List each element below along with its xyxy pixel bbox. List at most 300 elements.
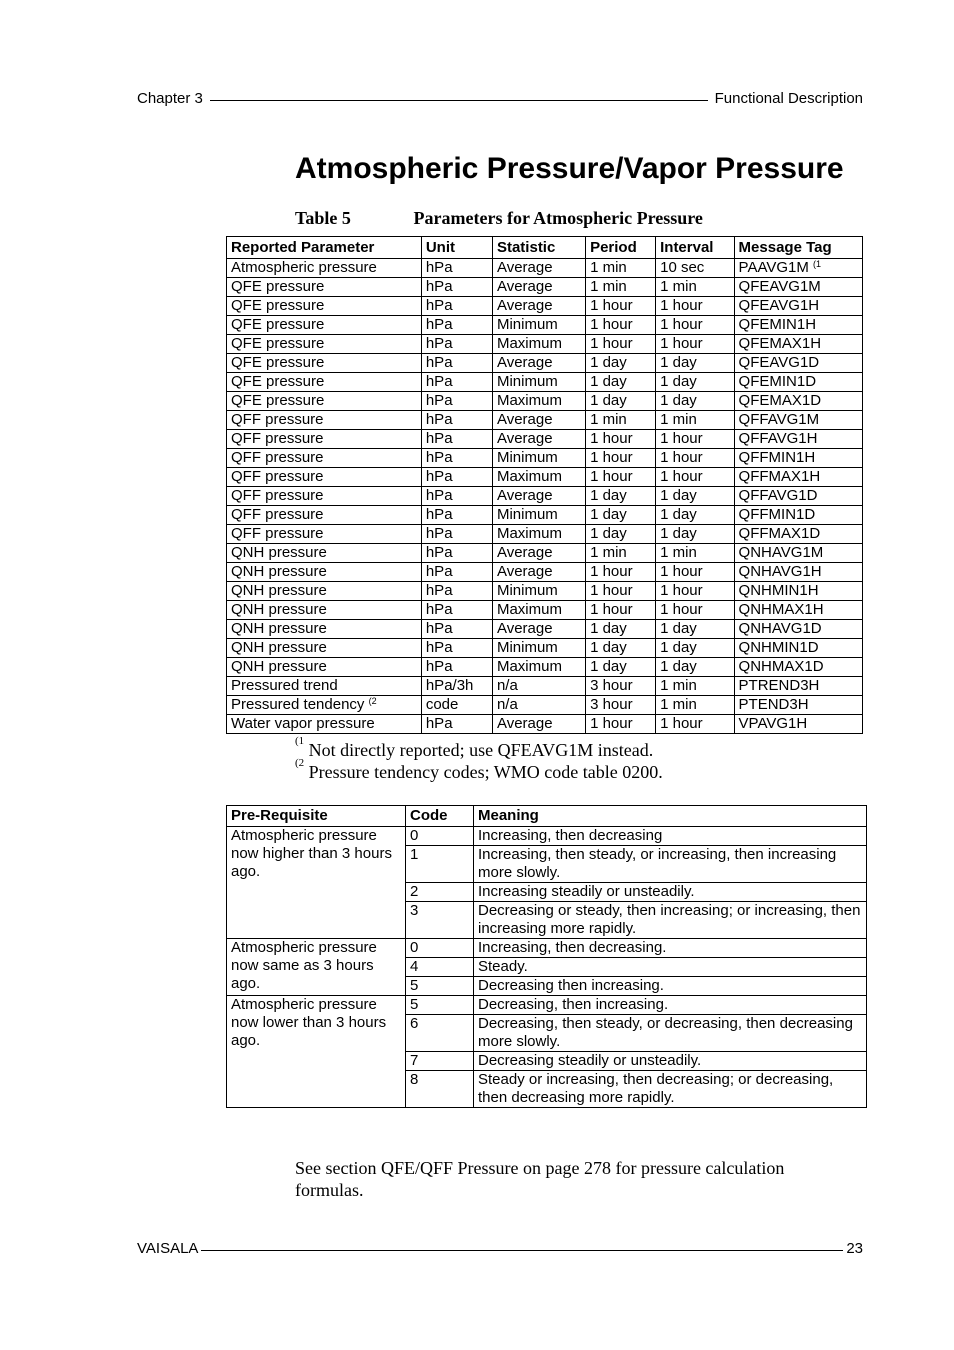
- message-tag-cell-text: QFEAVG1M: [738, 278, 821, 295]
- footnote-mark: (2: [295, 757, 305, 769]
- statistic-cell-text: Average: [496, 715, 553, 732]
- interval-cell-text: 1 hour: [660, 563, 703, 580]
- table-row: [227, 696, 863, 715]
- interval-cell-text: 1 hour: [660, 715, 703, 732]
- statistic-cell: [492, 696, 585, 715]
- meaning-cell: Decreasing then increasing.: [474, 977, 867, 996]
- message-tag-cell-text: QNHMIN1D: [738, 639, 819, 656]
- interval-cell: [656, 335, 734, 354]
- period-cell-text: 3 hour: [590, 677, 633, 694]
- interval-cell-text: 1 min: [660, 411, 697, 428]
- message-tag-cell: [734, 715, 862, 734]
- message-tag-cell-text: QNHAVG1H: [738, 563, 822, 580]
- interval-cell-text: 1 day: [660, 639, 697, 656]
- unit-cell-text: hPa: [425, 278, 453, 295]
- table-row: [227, 525, 863, 544]
- unit-cell-text: hPa: [425, 449, 453, 466]
- statistic-cell-text: Minimum: [496, 582, 558, 599]
- unit-cell: [421, 411, 492, 430]
- unit-cell: [421, 639, 492, 658]
- header-row: [227, 237, 863, 259]
- parameter-cell: [227, 696, 422, 715]
- table-caption-text: Parameters for Atmospheric Pressure: [413, 208, 703, 228]
- period-cell-text: 3 hour: [590, 696, 633, 713]
- parameter-cell-text: Water vapor pressure: [231, 715, 375, 732]
- statistic-cell: [492, 601, 585, 620]
- parameter-cell: [227, 487, 422, 506]
- interval-cell-text: 1 hour: [660, 430, 703, 447]
- interval-cell-text: 1 hour: [660, 297, 703, 314]
- period-cell: [586, 563, 656, 582]
- statistic-cell-text: Average: [496, 354, 553, 371]
- parameter-cell-text: QFE pressure: [231, 335, 325, 352]
- message-tag-cell: [734, 696, 862, 715]
- interval-cell-text: 1 day: [660, 354, 697, 371]
- parameter-cell-text: QFE pressure: [231, 278, 325, 295]
- statistic-cell-text: Average: [496, 620, 553, 637]
- statistic-cell: [492, 544, 585, 563]
- period-cell-text: 1 day: [590, 658, 627, 675]
- table-row: [227, 544, 863, 563]
- parameter-cell: [227, 677, 422, 696]
- parameter-cell-text: Pressured tendency: [231, 696, 365, 713]
- parameter-cell-text: QFF pressure: [231, 430, 324, 447]
- parameter-cell-text: QFE pressure: [231, 316, 325, 333]
- parameter-cell: [227, 544, 422, 563]
- period-cell-text: 1 hour: [590, 563, 633, 580]
- unit-cell-text: hPa: [425, 658, 453, 675]
- column-header: Meaning: [474, 806, 867, 827]
- interval-cell: [656, 563, 734, 582]
- statistic-cell-text: Maximum: [496, 392, 562, 409]
- period-cell-text: 1 min: [590, 411, 627, 428]
- table-row: [227, 278, 863, 297]
- interval-cell-text: 1 day: [660, 487, 697, 504]
- period-cell-text: 1 day: [590, 354, 627, 371]
- period-cell-text: 1 hour: [590, 430, 633, 447]
- unit-cell: [421, 582, 492, 601]
- reference-paragraph: See section QFE/QFF Pressure on page 278 for pressure calculation formulas.: [295, 1158, 785, 1200]
- meaning-cell: Steady or increasing, then decreasing; or decreasing, then decreasing more rapidly.: [474, 1071, 867, 1108]
- interval-cell-text: 1 min: [660, 278, 697, 295]
- interval-cell-text: 1 day: [660, 392, 697, 409]
- table-row: [227, 297, 863, 316]
- meaning-cell: Increasing, then steady, or increasing, then increasing more slowly.: [474, 846, 867, 883]
- parameter-cell-text: QNH pressure: [231, 620, 327, 637]
- statistic-cell: [492, 639, 585, 658]
- table-row: [227, 468, 863, 487]
- column-header: Interval: [656, 237, 734, 259]
- parameter-cell-text: QFF pressure: [231, 525, 324, 542]
- tendency-codes-table: [226, 805, 867, 1108]
- table-row: [227, 620, 863, 639]
- unit-cell-text: hPa: [425, 487, 453, 504]
- statistic-cell-text: Minimum: [496, 506, 558, 523]
- unit-cell: [421, 715, 492, 734]
- unit-cell-text: code: [425, 696, 459, 713]
- parameter-cell-text: QNH pressure: [231, 658, 327, 675]
- code-cell: 5: [406, 996, 474, 1015]
- column-header: Statistic: [492, 237, 585, 259]
- message-tag-cell-text: QFFMIN1H: [738, 449, 816, 466]
- period-cell-text: 1 hour: [590, 449, 633, 466]
- statistic-cell-text: Minimum: [496, 639, 558, 656]
- interval-cell: [656, 639, 734, 658]
- tendency-table-head: [227, 806, 867, 827]
- unit-cell-text: hPa: [425, 297, 453, 314]
- message-tag-cell-text: QFEMIN1H: [738, 316, 817, 333]
- table-row: [227, 939, 867, 958]
- footnote-mark: (1: [295, 735, 305, 747]
- interval-cell: [656, 487, 734, 506]
- table-row: [227, 677, 863, 696]
- interval-cell-text: 1 min: [660, 696, 697, 713]
- meaning-cell: Increasing, then decreasing.: [474, 939, 867, 958]
- statistic-cell-text: Average: [496, 563, 553, 580]
- period-cell: [586, 430, 656, 449]
- statistic-cell-text: Minimum: [496, 316, 558, 333]
- unit-cell: [421, 468, 492, 487]
- meaning-cell: Steady.: [474, 958, 867, 977]
- column-header: Code: [406, 806, 474, 827]
- message-tag-cell: [734, 582, 862, 601]
- message-tag-cell: [734, 449, 862, 468]
- statistic-cell-text: Maximum: [496, 335, 562, 352]
- unit-cell-text: hPa: [425, 316, 453, 333]
- period-cell-text: 1 min: [590, 544, 627, 561]
- message-tag-cell-text: QFEAVG1H: [738, 297, 820, 314]
- parameter-cell: [227, 582, 422, 601]
- page-number: 23: [846, 1240, 863, 1257]
- period-cell-text: 1 min: [590, 259, 627, 276]
- parameter-cell: [227, 563, 422, 582]
- message-tag-cell: [734, 620, 862, 639]
- period-cell-text: 1 hour: [590, 468, 633, 485]
- period-cell-text: 1 hour: [590, 335, 633, 352]
- table-row: [227, 354, 863, 373]
- unit-cell-text: hPa: [425, 544, 453, 561]
- period-cell: [586, 525, 656, 544]
- footnote-ref: (2: [368, 696, 377, 706]
- footnote-2: [295, 757, 663, 783]
- column-header: Unit: [421, 237, 492, 259]
- unit-cell: [421, 259, 492, 278]
- parameter-cell-text: QFF pressure: [231, 506, 324, 523]
- statistic-cell: [492, 468, 585, 487]
- period-cell-text: 1 hour: [590, 582, 633, 599]
- statistic-cell-text: Average: [496, 430, 553, 447]
- parameter-cell: [227, 335, 422, 354]
- statistic-cell: [492, 582, 585, 601]
- parameter-cell: [227, 601, 422, 620]
- statistic-cell: [492, 278, 585, 297]
- period-cell-text: 1 min: [590, 278, 627, 295]
- unit-cell: [421, 316, 492, 335]
- period-cell: [586, 715, 656, 734]
- statistic-cell-text: Average: [496, 278, 553, 295]
- unit-cell: [421, 544, 492, 563]
- parameter-cell: [227, 658, 422, 677]
- code-cell: 4: [406, 958, 474, 977]
- period-cell: [586, 449, 656, 468]
- unit-cell-text: hPa: [425, 582, 453, 599]
- message-tag-cell: [734, 563, 862, 582]
- parameter-cell-text: Pressured trend: [231, 677, 338, 694]
- parameter-cell: [227, 316, 422, 335]
- parameter-cell: [227, 430, 422, 449]
- parameter-cell: [227, 449, 422, 468]
- message-tag-cell-text: QFFMAX1D: [738, 525, 821, 542]
- message-tag-cell: [734, 506, 862, 525]
- interval-cell: [656, 411, 734, 430]
- unit-cell: [421, 696, 492, 715]
- period-cell: [586, 354, 656, 373]
- period-cell: [586, 259, 656, 278]
- message-tag-cell-text: QFFMAX1H: [738, 468, 821, 485]
- statistic-cell: [492, 715, 585, 734]
- table-row: [227, 658, 863, 677]
- period-cell-text: 1 day: [590, 487, 627, 504]
- interval-cell-text: 1 min: [660, 544, 697, 561]
- page-footer: [137, 1240, 863, 1257]
- statistic-cell-text: Average: [496, 259, 553, 276]
- interval-cell-text: 1 day: [660, 373, 697, 390]
- message-tag-cell-text: QNHMAX1D: [738, 658, 824, 675]
- period-cell-text: 1 day: [590, 639, 627, 656]
- table-row: [227, 582, 863, 601]
- unit-cell-text: hPa: [425, 620, 453, 637]
- tendency-table-body: [227, 827, 867, 1108]
- statistic-cell: [492, 335, 585, 354]
- header-row: [227, 806, 867, 827]
- unit-cell: [421, 620, 492, 639]
- unit-cell-text: hPa: [425, 563, 453, 580]
- interval-cell: [656, 601, 734, 620]
- table-row: [227, 506, 863, 525]
- interval-cell-text: 1 hour: [660, 582, 703, 599]
- table-row: [227, 487, 863, 506]
- table-caption: [295, 208, 703, 229]
- parameter-cell: [227, 278, 422, 297]
- unit-cell-text: hPa: [425, 430, 453, 447]
- message-tag-cell: [734, 411, 862, 430]
- column-header: Reported Parameter: [227, 237, 422, 259]
- period-cell-text: 1 hour: [590, 316, 633, 333]
- table-row: [227, 430, 863, 449]
- statistic-cell: [492, 392, 585, 411]
- interval-cell: [656, 449, 734, 468]
- statistic-cell: [492, 449, 585, 468]
- interval-cell: [656, 525, 734, 544]
- message-tag-cell-text: QNHAVG1M: [738, 544, 824, 561]
- period-cell: [586, 373, 656, 392]
- unit-cell: [421, 658, 492, 677]
- unit-cell-text: hPa: [425, 715, 453, 732]
- unit-cell: [421, 506, 492, 525]
- parameter-cell-text: QFE pressure: [231, 373, 325, 390]
- message-tag-cell: [734, 601, 862, 620]
- footnote-1: [295, 735, 654, 761]
- unit-cell: [421, 392, 492, 411]
- table-row: [227, 996, 867, 1015]
- interval-cell-text: 1 day: [660, 658, 697, 675]
- interval-cell: [656, 696, 734, 715]
- interval-cell-text: 1 hour: [660, 601, 703, 618]
- interval-cell-text: 10 sec: [660, 259, 705, 276]
- parameter-cell-text: QFE pressure: [231, 392, 325, 409]
- unit-cell-text: hPa: [425, 259, 453, 276]
- table-row: [227, 373, 863, 392]
- table-row: [227, 392, 863, 411]
- statistic-cell-text: Minimum: [496, 373, 558, 390]
- message-tag-cell: [734, 297, 862, 316]
- unit-cell: [421, 335, 492, 354]
- statistic-cell-text: Maximum: [496, 658, 562, 675]
- interval-cell-text: 1 hour: [660, 449, 703, 466]
- message-tag-cell: [734, 525, 862, 544]
- unit-cell-text: hPa: [425, 525, 453, 542]
- message-tag-cell-text: QFFAVG1H: [738, 430, 818, 447]
- message-tag-cell: [734, 335, 862, 354]
- unit-cell: [421, 373, 492, 392]
- unit-cell-text: hPa: [425, 411, 453, 428]
- unit-cell-text: hPa: [425, 354, 453, 371]
- period-cell: [586, 487, 656, 506]
- interval-cell: [656, 297, 734, 316]
- message-tag-cell: [734, 639, 862, 658]
- code-cell: 3: [406, 902, 474, 939]
- footer-rule: [201, 1250, 843, 1251]
- period-cell: [586, 658, 656, 677]
- period-cell-text: 1 day: [590, 392, 627, 409]
- statistic-cell-text: Average: [496, 297, 553, 314]
- period-cell: [586, 468, 656, 487]
- statistic-cell-text: Maximum: [496, 525, 562, 542]
- message-tag-cell-text: QFEMIN1D: [738, 373, 817, 390]
- statistic-cell-text: n/a: [496, 677, 518, 694]
- period-cell-text: 1 day: [590, 620, 627, 637]
- period-cell-text: 1 day: [590, 506, 627, 523]
- parameter-cell: [227, 525, 422, 544]
- period-cell-text: 1 hour: [590, 297, 633, 314]
- message-tag-cell-text: QFFAVG1M: [738, 411, 820, 428]
- code-cell: 0: [406, 827, 474, 846]
- section-label: Functional Description: [714, 90, 863, 107]
- code-cell: 7: [406, 1052, 474, 1071]
- message-tag-cell: [734, 487, 862, 506]
- message-tag-cell: [734, 468, 862, 487]
- parameter-cell: [227, 373, 422, 392]
- message-tag-cell-text: QFEMAX1D: [738, 392, 822, 409]
- table-row: [227, 316, 863, 335]
- table-row: [227, 411, 863, 430]
- message-tag-cell-text: PTEND3H: [738, 696, 809, 713]
- code-cell: 1: [406, 846, 474, 883]
- statistic-cell: [492, 297, 585, 316]
- period-cell: [586, 639, 656, 658]
- parameter-cell: [227, 639, 422, 658]
- meaning-cell: Decreasing steadily or unsteadily.: [474, 1052, 867, 1071]
- interval-cell-text: 1 min: [660, 677, 697, 694]
- period-cell: [586, 278, 656, 297]
- column-header: Message Tag: [734, 237, 862, 259]
- footnote-ref: (1: [813, 259, 822, 269]
- parameter-cell-text: QFF pressure: [231, 449, 324, 466]
- interval-cell-text: 1 hour: [660, 316, 703, 333]
- prerequisite-cell: Atmospheric pressure now higher than 3 hours ago.: [227, 827, 406, 939]
- prerequisite-cell: Atmospheric pressure now lower than 3 hours ago.: [227, 996, 406, 1108]
- interval-cell-text: 1 hour: [660, 335, 703, 352]
- interval-cell: [656, 620, 734, 639]
- unit-cell-text: hPa: [425, 468, 453, 485]
- meaning-cell: Increasing, then decreasing: [474, 827, 867, 846]
- page-header: [137, 90, 863, 107]
- parameters-table-head: [227, 237, 863, 259]
- table-row: [227, 639, 863, 658]
- unit-cell: [421, 525, 492, 544]
- interval-cell-text: 1 day: [660, 620, 697, 637]
- table-row: [227, 715, 863, 734]
- period-cell-text: 1 day: [590, 525, 627, 542]
- message-tag-cell: [734, 259, 862, 278]
- statistic-cell-text: Maximum: [496, 601, 562, 618]
- statistic-cell: [492, 677, 585, 696]
- period-cell: [586, 297, 656, 316]
- message-tag-cell: [734, 392, 862, 411]
- code-cell: 5: [406, 977, 474, 996]
- interval-cell: [656, 582, 734, 601]
- period-cell: [586, 335, 656, 354]
- parameter-cell: [227, 506, 422, 525]
- parameters-table-body: [227, 259, 863, 734]
- parameter-cell-text: QFF pressure: [231, 411, 324, 428]
- unit-cell-text: hPa: [425, 373, 453, 390]
- message-tag-cell: [734, 677, 862, 696]
- message-tag-cell: [734, 658, 862, 677]
- statistic-cell: [492, 620, 585, 639]
- interval-cell: [656, 430, 734, 449]
- message-tag-cell: [734, 354, 862, 373]
- unit-cell-text: hPa: [425, 335, 453, 352]
- parameter-cell-text: Atmospheric pressure: [231, 259, 377, 276]
- parameter-cell: [227, 620, 422, 639]
- page-title: Atmospheric Pressure/Vapor Pressure: [295, 152, 844, 185]
- period-cell-text: 1 day: [590, 373, 627, 390]
- statistic-cell: [492, 487, 585, 506]
- table-row: [227, 601, 863, 620]
- statistic-cell-text: Average: [496, 411, 553, 428]
- interval-cell: [656, 677, 734, 696]
- unit-cell-text: hPa: [425, 392, 453, 409]
- statistic-cell: [492, 430, 585, 449]
- statistic-cell-text: Minimum: [496, 449, 558, 466]
- unit-cell: [421, 677, 492, 696]
- code-cell: 0: [406, 939, 474, 958]
- statistic-cell: [492, 525, 585, 544]
- prerequisite-cell: Atmospheric pressure now same as 3 hours ago.: [227, 939, 406, 996]
- period-cell-text: 1 hour: [590, 715, 633, 732]
- statistic-cell-text: n/a: [496, 696, 518, 713]
- parameter-cell: [227, 468, 422, 487]
- meaning-cell: Decreasing or steady, then increasing; or increasing, then increasing more rapidly.: [474, 902, 867, 939]
- footnote-text: Not directly reported; use QFEAVG1M instead.: [308, 740, 654, 760]
- table-row: [227, 259, 863, 278]
- message-tag-cell-text: PTREND3H: [738, 677, 820, 694]
- column-header: Period: [586, 237, 656, 259]
- parameter-cell-text: QNH pressure: [231, 601, 327, 618]
- message-tag-cell-text: VPAVG1H: [738, 715, 808, 732]
- interval-cell: [656, 715, 734, 734]
